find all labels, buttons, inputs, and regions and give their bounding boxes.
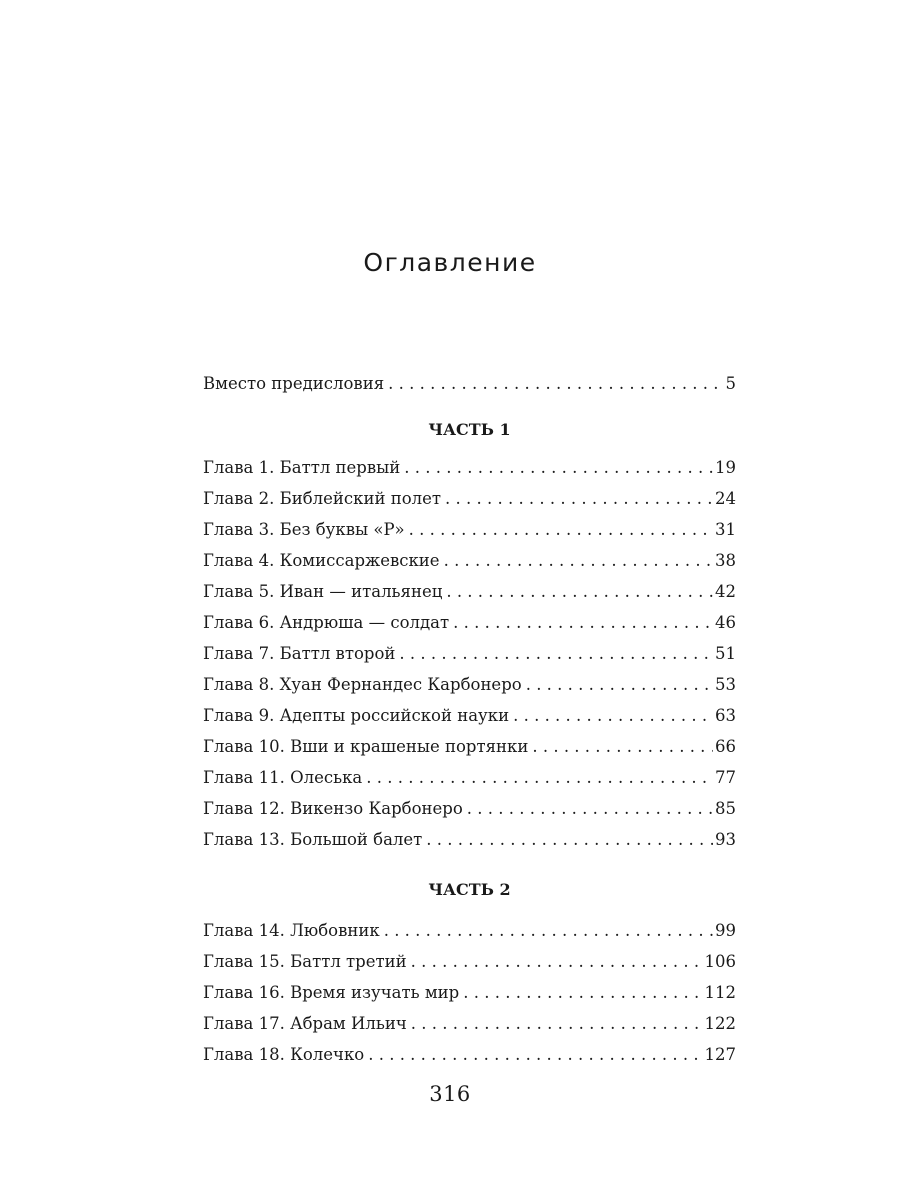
toc-entry-title: Глава 3. Без буквы «Р» (203, 520, 405, 539)
toc-entry (203, 762, 736, 793)
toc-entry-title: Глава 13. Большой балет (203, 830, 423, 849)
toc-entry-title: Глава 12. Викензо Карбонеро (203, 799, 463, 818)
toc-entry (203, 1039, 736, 1070)
dot-leader (384, 915, 713, 946)
dot-leader (366, 762, 713, 793)
toc-entry (203, 576, 736, 607)
toc-entry-title: Глава 11. Олеська (203, 768, 363, 787)
toc-entry-page: 5 (725, 374, 736, 393)
dot-leader (513, 700, 713, 731)
toc-entry-page: 46 (715, 613, 736, 632)
toc-entry-title: Глава 2. Библейский полет (203, 489, 442, 508)
toc-entry-page: 127 (704, 1045, 736, 1064)
toc-entry-page: 31 (715, 520, 736, 539)
toc-entry-title: Глава 7. Баттл второй (203, 644, 396, 663)
toc-entry-preface (203, 368, 736, 399)
toc-entry (203, 1008, 736, 1039)
toc-entry-page: 24 (715, 489, 736, 508)
toc-entry (203, 824, 736, 855)
toc-entry-page: 38 (715, 551, 736, 570)
toc-entry (203, 483, 736, 514)
toc-entry-title: Глава 17. Абрам Ильич (203, 1014, 407, 1033)
toc-entry-page: 53 (715, 675, 736, 694)
toc-entry-title: Глава 14. Любовник (203, 921, 380, 940)
toc-entry-title: Глава 5. Иван — итальянец (203, 582, 443, 601)
toc-entry (203, 731, 736, 762)
toc-entry-page: 63 (715, 706, 736, 725)
toc-entry-page: 106 (704, 952, 736, 971)
toc-entry-page: 122 (704, 1014, 736, 1033)
toc-entry (203, 793, 736, 824)
dot-leader (399, 638, 713, 669)
toc-entry-page: 112 (704, 983, 736, 1002)
dot-leader (404, 452, 713, 483)
dot-leader (444, 545, 713, 576)
toc-entry-title: Глава 1. Баттл первый (203, 458, 401, 477)
toc-entry (203, 977, 736, 1008)
dot-leader (388, 368, 723, 399)
toc-entry (203, 669, 736, 700)
dot-leader (532, 731, 713, 762)
dot-leader (409, 514, 713, 545)
toc-entry-title: Глава 4. Комиссаржевские (203, 551, 440, 570)
dot-leader (453, 607, 713, 638)
part-heading-1: ЧАСТЬ 1 (428, 420, 511, 439)
toc-entry-title: Глава 16. Время изучать мир (203, 983, 460, 1002)
toc-entry (203, 915, 736, 946)
toc-entry-page: 66 (715, 737, 736, 756)
toc-entry-page: 77 (715, 768, 736, 787)
toc-entry-page: 19 (715, 458, 736, 477)
toc-entry-title: Глава 18. Колечко (203, 1045, 365, 1064)
dot-leader (368, 1039, 702, 1070)
part-heading-2: ЧАСТЬ 2 (428, 880, 511, 899)
toc-entry-page: 51 (715, 644, 736, 663)
dot-leader (445, 483, 713, 514)
dot-leader (463, 977, 702, 1008)
table-of-contents (203, 368, 736, 1070)
toc-entry-title: Глава 6. Андрюша — солдат (203, 613, 450, 632)
toc-entry (203, 452, 736, 483)
toc-entry (203, 638, 736, 669)
toc-entry (203, 514, 736, 545)
toc-entry (203, 946, 736, 977)
toc-entry (203, 545, 736, 576)
dot-leader (446, 576, 713, 607)
page-title: Оглавление (363, 248, 537, 277)
toc-entry-title: Глава 15. Баттл третий (203, 952, 407, 971)
toc-entry-title: Глава 9. Адепты российской науки (203, 706, 510, 725)
toc-entry-title: Глава 10. Вши и крашеные портянки (203, 737, 529, 756)
page-number: 316 (429, 1082, 471, 1106)
toc-entry (203, 700, 736, 731)
toc-entry (203, 607, 736, 638)
toc-entry-page: 42 (715, 582, 736, 601)
toc-entry-title: Глава 8. Хуан Фернандес Карбонеро (203, 675, 522, 694)
toc-entry-page: 99 (715, 921, 736, 940)
toc-entry-page: 93 (715, 830, 736, 849)
toc-entry-title: Вместо предисловия (203, 374, 385, 393)
toc-entry-page: 85 (715, 799, 736, 818)
dot-leader (411, 1008, 703, 1039)
dot-leader (526, 669, 713, 700)
dot-leader (467, 793, 713, 824)
dot-leader (411, 946, 703, 977)
dot-leader (426, 824, 713, 855)
